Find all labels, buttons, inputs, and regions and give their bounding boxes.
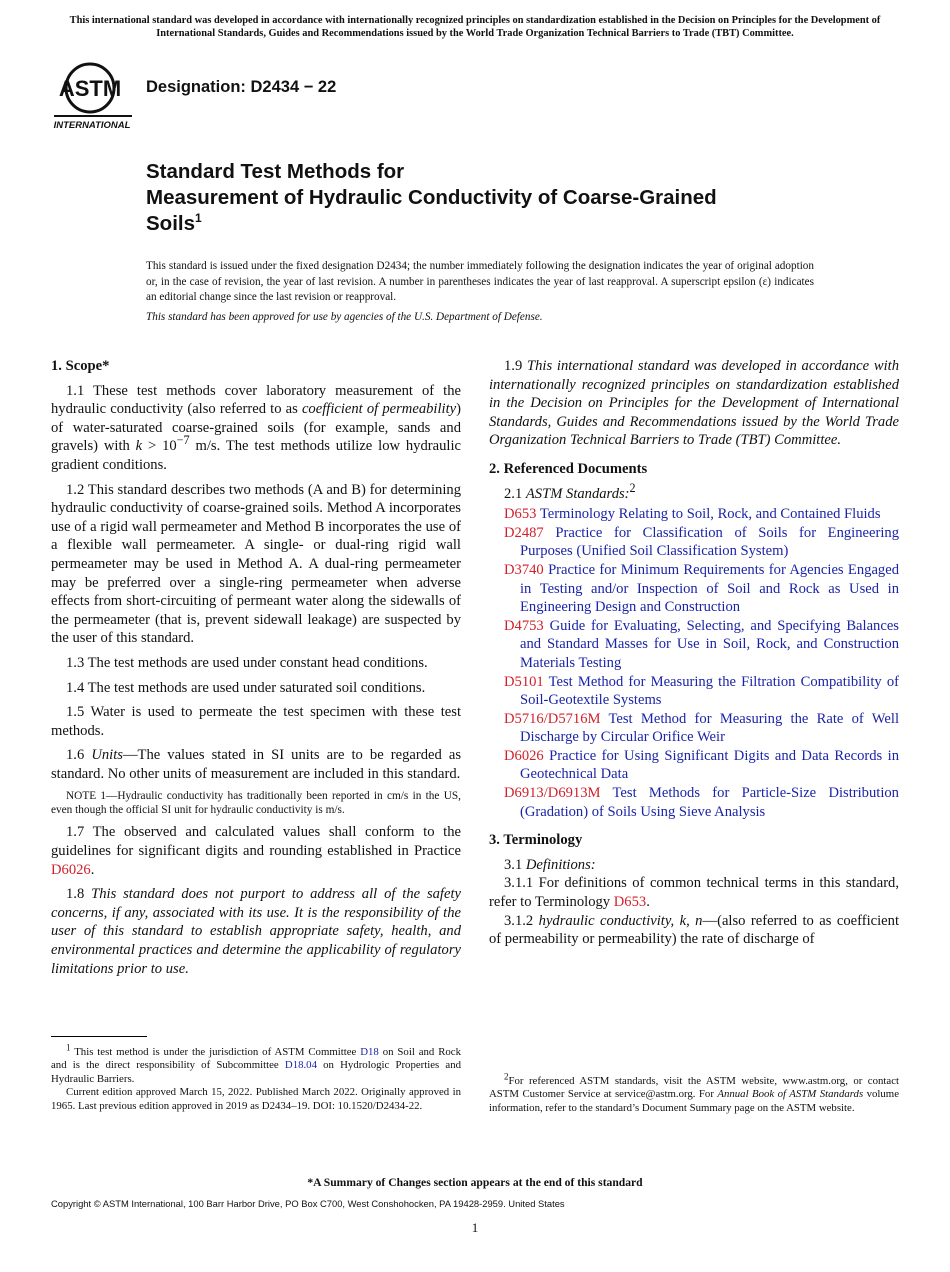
paragraph-1-7: 1.7 The observed and calculated values shall conform to the guidelines for significant digits and rounding established in Practice D6026. [51, 824, 461, 878]
reference-title-link[interactable]: Terminology Relating to Soil, Rock, and Contained Fluids [539, 506, 881, 523]
reference-title-link[interactable]: Practice for Minimum Requirements for Agencies Engaged in Testing and/or Inspection of Soil and Rock as Used in Engineering Design and Construction [520, 561, 899, 616]
reference-title-link[interactable]: Guide for Evaluating, Selecting, and Specifying Balances and Standard Masses for Use in Soil, Rock, and Construction Materials Testing [520, 617, 899, 671]
subsection-astm-standards: 2.1 ASTM Standards:$^2$ [504, 480, 636, 502]
note-1: NOTE 1—Hydraulic conductivity has traditionally been reported in cm/s in the US, even though the official SI unit for hydraulic conductivity is m/s. [51, 790, 461, 817]
reference-title-link[interactable]: Test Method for Measuring the Rate of Well Discharge by Circular Orifice Weir [520, 710, 899, 746]
reference-code-link[interactable]: D5101 [504, 673, 544, 690]
left-column [51, 357, 461, 984]
section-heading-referenced-documents: 2. Referenced Documents [489, 460, 648, 477]
logo-letters: ASTM [58, 76, 122, 101]
reference-code-link[interactable]: D4753 [504, 617, 544, 634]
paragraph-1-1: 1.1 These test methods cover laboratory measurement of the hydraulic conductivity (also referred to as coefficient of permeability) of water-saturated coarse-grained soils (for example, sands and gravels) with $k > 10^{-7}$ m/s. The test methods utilize low hydraulic gradient conditions. [51, 382, 462, 473]
reference-code-link[interactable]: D6026 [504, 747, 544, 764]
referenced-document-item [489, 784, 899, 821]
footnote-1-edition: Current edition approved March 15, 2022. Published March 2022. Originally approved in 1965. Last previous edition approved in 2019 as D2434–19. DOI: 10.1520/D2434-22. [51, 1086, 461, 1112]
referenced-document-item [489, 505, 899, 524]
paragraph-1-2: 1.2 This standard describes two methods (A and B) for determining hydraulic conductivity of coarse-grained soils. Method A incorporates use of a rigid wall permeameter and Method B incorporates the use of a flexible wall permeameter. A single- or dual-ring rigid wall permeameter may be used in Method A. A dual-ring permeameter may be preferred over a single-ring permeameter when adverse effects from short-circuiting of permeant water along the sidewalls of the permeameter (that is, prevent sidewall leakage) are suspected by the user of this standard. [51, 481, 461, 647]
referenced-document-item [489, 673, 899, 710]
issuance-note: This standard is issued under the fixed designation D2434; the number immediately following the designation indicates the year of original adoption or, in the case of revision, the year of last revision. A number in parentheses indicates the year of last reapproval. A superscript epsilon (ε) indicates an editorial change since the last revision or reapproval. [146, 260, 814, 303]
logo-subtext: INTERNATIONAL [53, 120, 131, 131]
referenced-document-item [489, 710, 899, 747]
right-column [489, 357, 899, 955]
paragraph-1-8: 1.8 This standard does not purport to address all of the safety concerns, if any, associated with its use. It is the responsibility of the user of this standard to establish appropriate safety, health, and environmental practices and determine the applicability of regulatory limitations prior to use. [51, 886, 461, 977]
copyright: Copyright © ASTM International, 100 Barr Harbor Drive, PO Box C700, West Conshohocken, PA 19428-2959. United States [51, 1198, 565, 1209]
reference-code-link[interactable]: D2487 [504, 524, 544, 541]
footnote-2: $^2$For referenced ASTM standards, visit the ASTM website, www.astm.org, or contact ASTM Customer Service at service@astm.org. For Annual Book of ASTM Standards volume information, refer to the standard’s Document Summary page on the ASTM website. [489, 1071, 899, 1114]
reference-title-link[interactable]: Practice for Classification of Soils for Engineering Purposes (Unified Soil Classification System) [520, 524, 899, 560]
title-footnote-mark: 1 [195, 211, 202, 226]
paragraph-1-5: 1.5 Water is used to permeate the test specimen with these test methods. [51, 704, 461, 739]
astm-logo [52, 56, 134, 132]
summary-of-changes-note: *A Summary of Changes section appears at the end of this standard [307, 1176, 643, 1189]
international-standard-notice: This international standard was developed in accordance with internationally recognized principles on standardization established in the Decision on Principles for the Development of International Standards, Guides and Recommendations issued by the World Trade Organization Technical Barriers to Trade (TBT) Committee. [69, 15, 881, 39]
paragraph-1-9: 1.9 This international standard was developed in accordance with internationally recognized principles on standardization established in the Decision on Principles for the Development of International Standards, Guides and Recommendations issued by the World Trade Organization Technical Barriers to Trade (TBT) Committee. [489, 358, 900, 449]
referenced-document-item [489, 747, 899, 784]
reference-code-link[interactable]: D6913/D6913M [504, 785, 601, 802]
paragraph-1-3: 1.3 The test methods are used under constant head conditions. [66, 654, 428, 671]
link-d18-04[interactable]: D18.04 [284, 1059, 317, 1072]
paragraph-1-6: 1.6 Units—The values stated in SI units are to be regarded as standard. No other units of measurement are included in this standard. [51, 747, 461, 782]
reference-title-link[interactable]: Test Methods for Particle-Size Distribution (Gradation) of Soils Using Sieve Analysis [520, 785, 899, 820]
paragraph-1-4: 1.4 The test methods are used under saturated soil conditions. [66, 679, 426, 696]
title-line-1: Standard Test Methods for [146, 160, 405, 183]
link-d6026[interactable]: D6026 [51, 861, 91, 878]
section-heading-scope: 1. Scope* [51, 358, 110, 374]
subsection-definitions: 3.1 Definitions: [504, 856, 596, 873]
reference-code-link[interactable]: D3740 [504, 561, 544, 578]
section-heading-terminology: 3. Terminology [489, 832, 583, 849]
reference-code-link[interactable]: D5716/D5716M [504, 710, 601, 727]
referenced-documents-list [489, 505, 899, 821]
link-d653[interactable]: D653 [613, 894, 647, 911]
paragraph-3-1-2: 3.1.2 hydraulic conductivity, k, n—(also referred to as coefficient of permeability or permeability) the rate of discharge of [489, 912, 900, 948]
title-line-3: Soils [146, 212, 195, 235]
footnote-1: $^1$ This test method is under the jurisdiction of ASTM Committee D18 on Soil and Rock and is the direct responsibility of Subcommittee D18.04 on Hydrologic Properties and Hydraulic Barriers. Current edition approved March 15, 2022. Published March 2022. Originally approved in 1965. Last previous edition approved in 2019 as D2434–19. DOI: 10.1520/D2434-22. [51, 1042, 461, 1112]
designation: Designation: D2434 − 22 [146, 78, 337, 96]
document-title [146, 159, 846, 237]
page-number: 1 [471, 1220, 479, 1235]
paragraph-3-1-1: 3.1.1 For definitions of common technical terms in this standard, refer to Terminology D653. [489, 875, 899, 911]
reference-title-link[interactable]: Practice for Using Significant Digits and Data Records in Geotechnical Data [520, 747, 899, 783]
paragraph-1-8-italic: This standard does not purport to address all of the safety concerns, if any, associated with its use. It is the responsibility of the user of this standard to establish appropriate safety, health, and environmental practices and determine the applicability of regulatory limitations prior to use. [51, 886, 461, 977]
link-d18[interactable]: D18 [360, 1046, 379, 1058]
referenced-document-item [489, 617, 899, 673]
footnote-rule [51, 1036, 147, 1037]
reference-title-link[interactable]: Test Method for Measuring the Filtration Compatibility of Soil-Geotextile Systems [520, 673, 899, 709]
reference-code-link[interactable]: D653 [504, 506, 537, 523]
referenced-document-item [489, 524, 899, 561]
referenced-document-item [489, 561, 899, 617]
title-line-2: Measurement of Hydraulic Conductivity of Coarse-Grained [146, 186, 717, 209]
dod-approval-note: This standard has been approved for use by agencies of the U.S. Department of Defense. [146, 311, 543, 323]
